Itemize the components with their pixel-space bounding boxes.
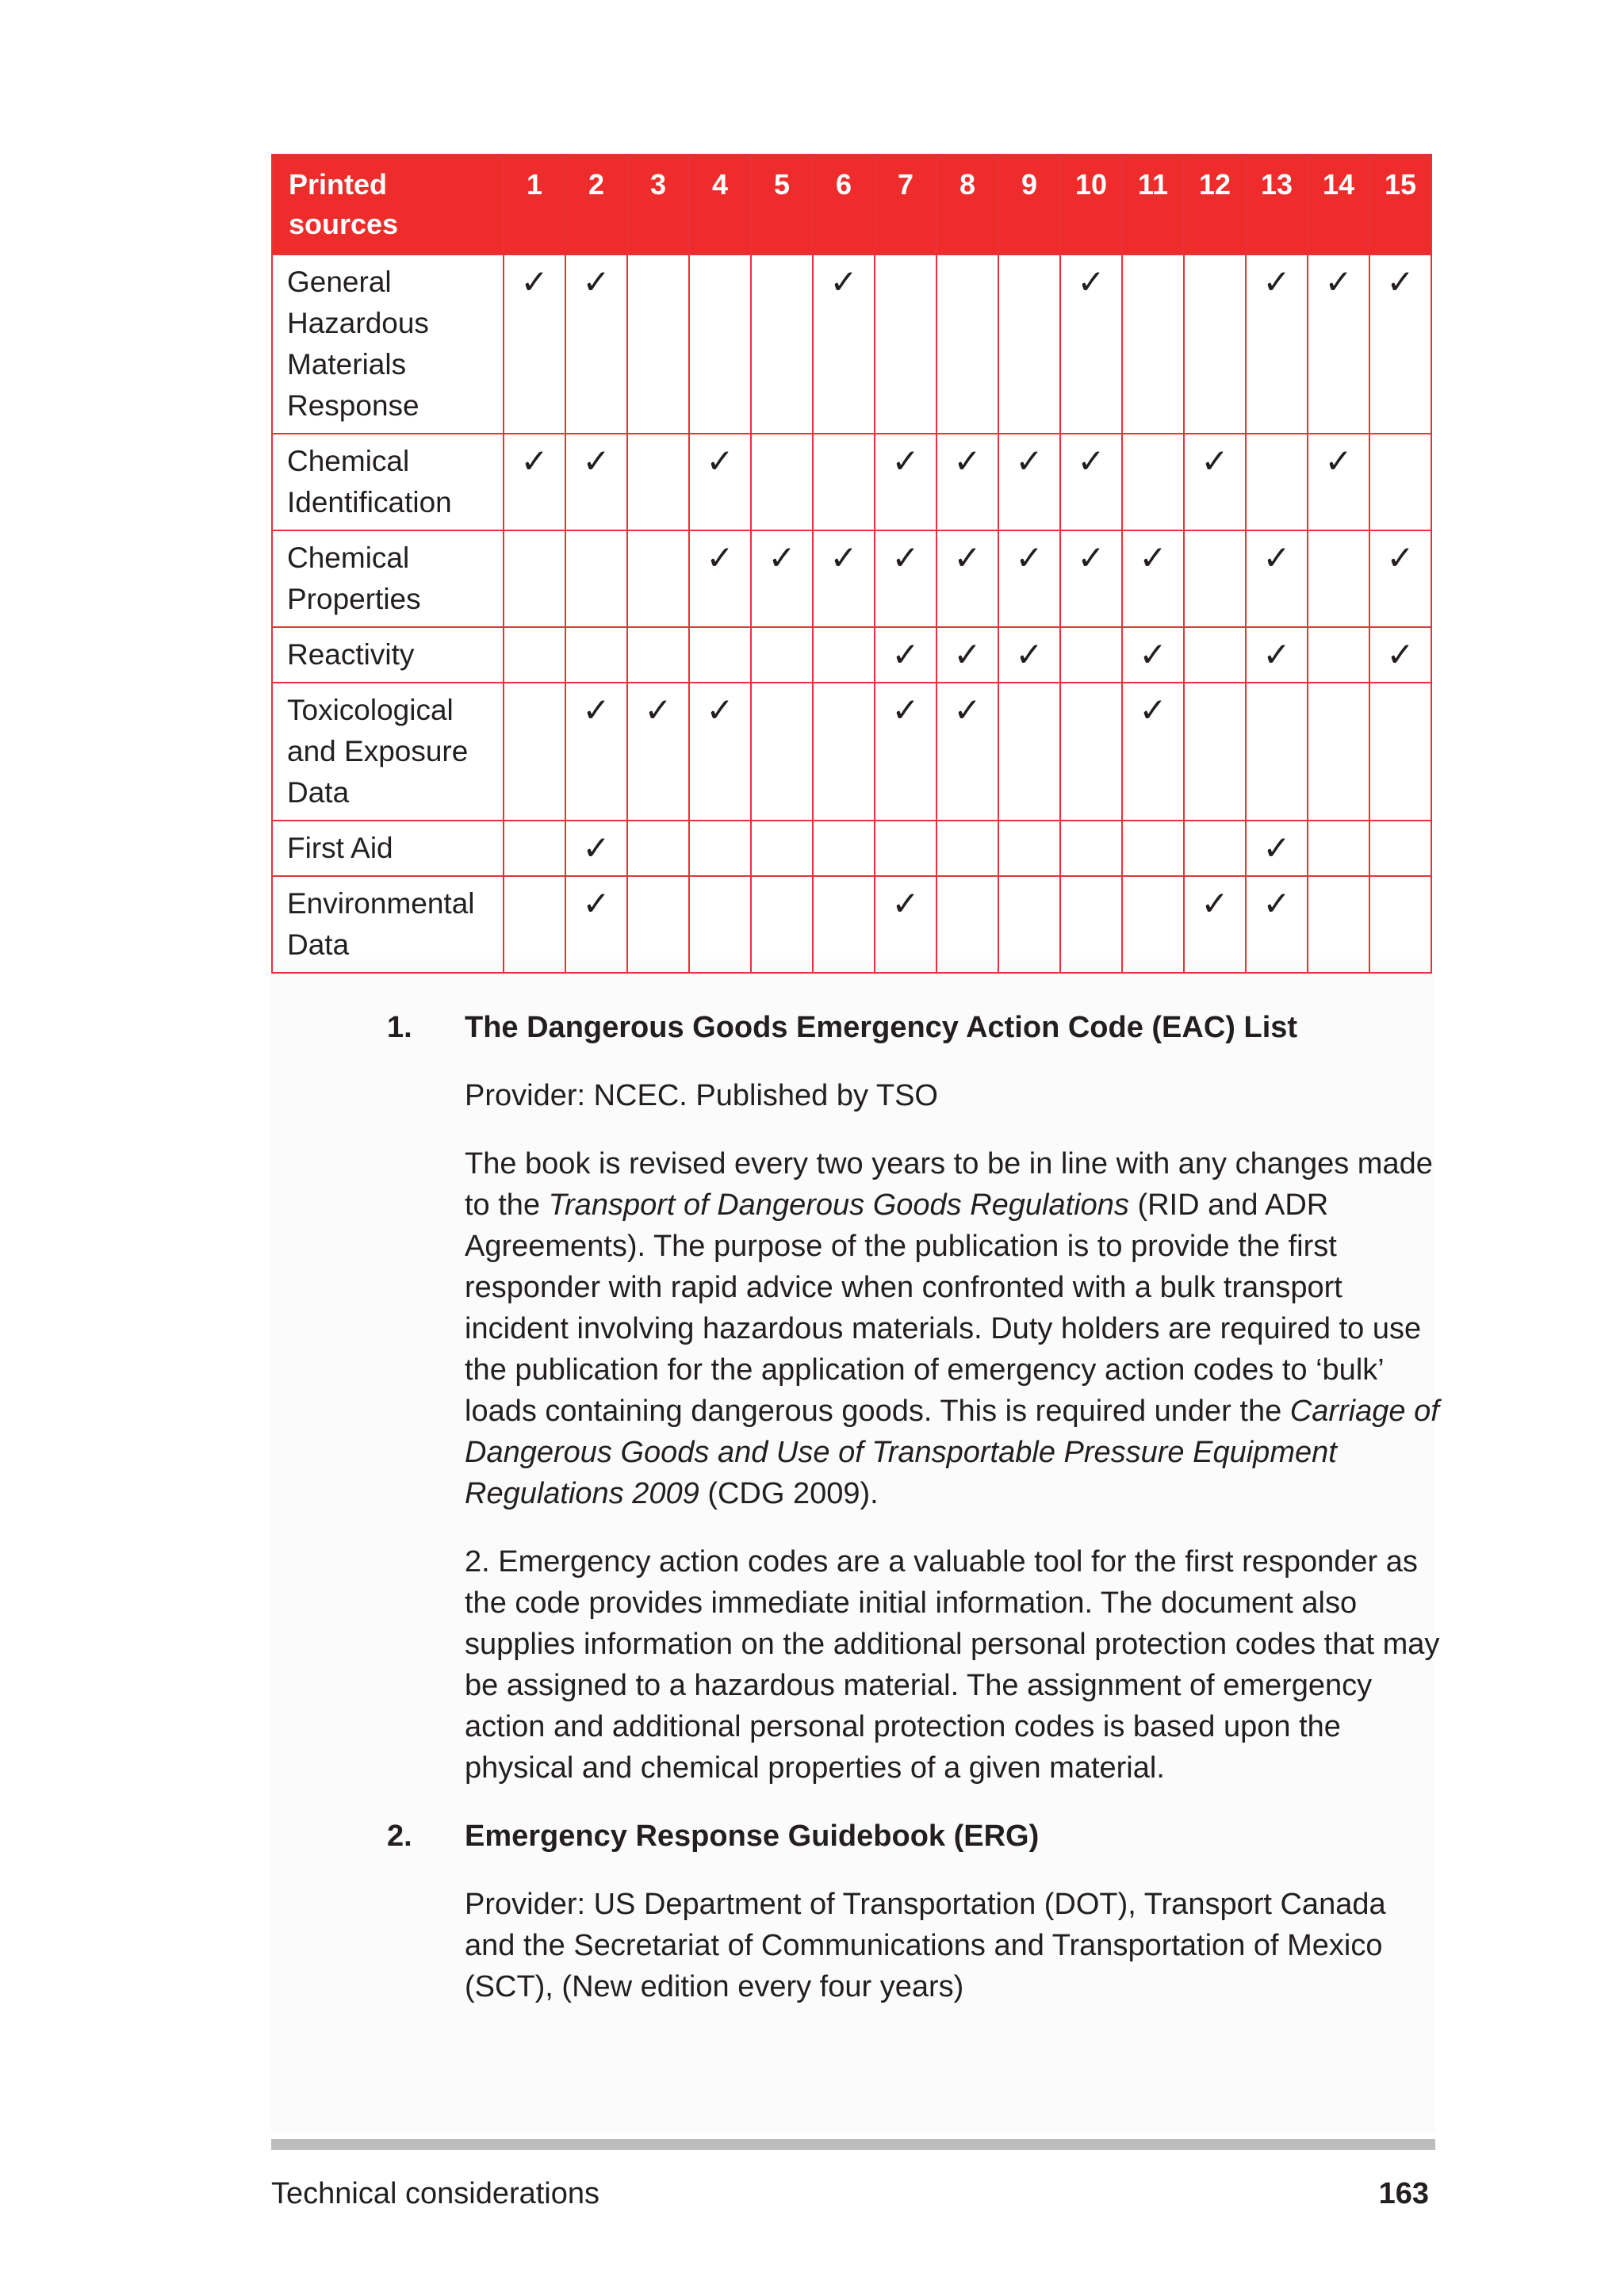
table-row — [272, 683, 1431, 821]
check-mark: ✓ — [875, 876, 936, 973]
item-description: The book is revised every two years to be in line with any changes made to the Transport of Dangerous Goods Regulations (RID and ADR Agreements). The purpose of the publication is to provide the first responder with rapid advice when confronted with a bulk transport incident involving hazardous materials. Duty holders are required to use the publication for the application of emergency action codes to ‘bulk’ loads containing dangerous goods. This is required under the Carriage of Dangerous Goods and Use of Transportable Pressure Equipment Regulations 2009 (CDG 2009). — [465, 1147, 1439, 1510]
check-mark: ✓ — [627, 683, 689, 821]
empty-cell — [998, 254, 1060, 434]
header-col-4: 4 — [689, 155, 751, 254]
empty-cell — [1369, 434, 1431, 530]
check-mark: ✓ — [1246, 254, 1308, 434]
empty-cell — [751, 434, 813, 530]
header-col-7: 7 — [875, 155, 936, 254]
empty-cell — [936, 821, 998, 876]
header-printed-sources: Printed sources — [272, 155, 504, 254]
row-label: Environmental Data — [272, 876, 504, 973]
empty-cell — [813, 821, 875, 876]
check-mark: ✓ — [1246, 876, 1308, 973]
check-mark: ✓ — [936, 434, 998, 530]
list-item-eac — [381, 1007, 1443, 1789]
table-row — [272, 876, 1431, 973]
table-row — [272, 821, 1431, 876]
empty-cell — [998, 821, 1060, 876]
check-mark: ✓ — [1246, 627, 1308, 683]
empty-cell — [1369, 876, 1431, 973]
empty-cell — [1060, 627, 1122, 683]
check-mark: ✓ — [1246, 821, 1308, 876]
empty-cell — [504, 530, 565, 627]
header-col-14: 14 — [1308, 155, 1369, 254]
check-mark: ✓ — [1060, 254, 1122, 434]
empty-cell — [627, 254, 689, 434]
item-provider: Provider: NCEC. Published by TSO — [465, 1079, 938, 1112]
check-mark: ✓ — [1184, 434, 1246, 530]
empty-cell — [1184, 821, 1246, 876]
row-label: First Aid — [272, 821, 504, 876]
empty-cell — [689, 876, 751, 973]
check-mark: ✓ — [565, 434, 627, 530]
empty-cell — [504, 683, 565, 821]
check-mark: ✓ — [1369, 254, 1431, 434]
check-mark: ✓ — [936, 683, 998, 821]
item-provider: Provider: US Department of Transportation (DOT), Transport Canada and the Secretariat of Communications and Transportation of Mexico (SCT), (New edition every four years) — [465, 1888, 1386, 2003]
check-mark: ✓ — [1122, 530, 1184, 627]
empty-cell — [936, 876, 998, 973]
row-label: Toxicological and Exposure Data — [272, 683, 504, 821]
empty-cell — [1122, 821, 1184, 876]
table-row — [272, 254, 1431, 434]
empty-cell — [504, 876, 565, 973]
check-mark: ✓ — [565, 254, 627, 434]
check-mark: ✓ — [565, 876, 627, 973]
empty-cell — [751, 627, 813, 683]
check-mark: ✓ — [751, 530, 813, 627]
check-mark: ✓ — [1369, 530, 1431, 627]
table-row — [272, 627, 1431, 683]
row-label: General Hazardous Materials Response — [272, 254, 504, 434]
table-body — [272, 254, 1431, 973]
empty-cell — [565, 530, 627, 627]
header-col-8: 8 — [936, 155, 998, 254]
empty-cell — [627, 434, 689, 530]
check-mark: ✓ — [689, 434, 751, 530]
empty-cell — [689, 627, 751, 683]
table-row — [272, 530, 1431, 627]
check-mark: ✓ — [998, 434, 1060, 530]
check-mark: ✓ — [1184, 876, 1246, 973]
empty-cell — [813, 434, 875, 530]
check-mark: ✓ — [1060, 530, 1122, 627]
empty-cell — [1246, 434, 1308, 530]
empty-cell — [627, 876, 689, 973]
check-mark: ✓ — [813, 254, 875, 434]
empty-cell — [1308, 683, 1369, 821]
header-col-2: 2 — [565, 155, 627, 254]
check-mark: ✓ — [689, 683, 751, 821]
empty-cell — [1369, 683, 1431, 821]
row-label: Chemical Properties — [272, 530, 504, 627]
empty-cell — [627, 821, 689, 876]
check-mark: ✓ — [875, 530, 936, 627]
header-col-10: 10 — [1060, 155, 1122, 254]
empty-cell — [1184, 683, 1246, 821]
row-label: Reactivity — [272, 627, 504, 683]
empty-cell — [1308, 821, 1369, 876]
empty-cell — [1122, 434, 1184, 530]
list-item-erg — [381, 1816, 1443, 2007]
empty-cell — [751, 876, 813, 973]
empty-cell — [1122, 876, 1184, 973]
item-number: 1. — [387, 1011, 412, 1044]
check-mark: ✓ — [1122, 683, 1184, 821]
header-col-15: 15 — [1369, 155, 1431, 254]
empty-cell — [998, 683, 1060, 821]
empty-cell — [627, 627, 689, 683]
empty-cell — [813, 876, 875, 973]
empty-cell — [813, 627, 875, 683]
empty-cell — [1308, 876, 1369, 973]
header-col-1: 1 — [504, 155, 565, 254]
check-mark: ✓ — [1308, 434, 1369, 530]
check-mark: ✓ — [875, 434, 936, 530]
empty-cell — [875, 254, 936, 434]
check-mark: ✓ — [1060, 434, 1122, 530]
check-mark: ✓ — [1308, 254, 1369, 434]
header-col-11: 11 — [1122, 155, 1184, 254]
check-mark: ✓ — [1369, 627, 1431, 683]
page-number: 163 — [1378, 2177, 1429, 2210]
header-col-9: 9 — [998, 155, 1060, 254]
printed-sources-table — [271, 154, 1432, 974]
empty-cell — [1184, 627, 1246, 683]
empty-cell — [689, 821, 751, 876]
empty-cell — [751, 683, 813, 821]
empty-cell — [751, 821, 813, 876]
check-mark: ✓ — [875, 627, 936, 683]
table-row — [272, 434, 1431, 530]
check-mark: ✓ — [813, 530, 875, 627]
check-mark: ✓ — [875, 683, 936, 821]
empty-cell — [1184, 254, 1246, 434]
empty-cell — [751, 254, 813, 434]
footer-rule — [271, 2139, 1435, 2150]
empty-cell — [1308, 627, 1369, 683]
empty-cell — [1308, 530, 1369, 627]
empty-cell — [1060, 821, 1122, 876]
empty-cell — [1060, 876, 1122, 973]
check-mark: ✓ — [565, 821, 627, 876]
item-title: Emergency Response Guidebook (ERG) — [465, 1820, 1040, 1853]
item-number: 2. — [387, 1820, 412, 1853]
empty-cell — [875, 821, 936, 876]
empty-cell — [1246, 683, 1308, 821]
check-mark: ✓ — [565, 683, 627, 821]
item-title: The Dangerous Goods Emergency Action Code (EAC) List — [465, 1011, 1298, 1044]
check-mark: ✓ — [1122, 627, 1184, 683]
footer-section-title: Technical considerations — [271, 2177, 600, 2210]
empty-cell — [998, 876, 1060, 973]
check-mark: ✓ — [504, 254, 565, 434]
empty-cell — [1369, 821, 1431, 876]
empty-cell — [813, 683, 875, 821]
empty-cell — [565, 627, 627, 683]
check-mark: ✓ — [1246, 530, 1308, 627]
header-col-6: 6 — [813, 155, 875, 254]
header-col-13: 13 — [1246, 155, 1308, 254]
check-mark: ✓ — [998, 627, 1060, 683]
table-header-row — [272, 155, 1431, 254]
check-mark: ✓ — [998, 530, 1060, 627]
empty-cell — [936, 254, 998, 434]
header-col-12: 12 — [1184, 155, 1246, 254]
empty-cell — [689, 254, 751, 434]
row-label: Chemical Identification — [272, 434, 504, 530]
check-mark: ✓ — [936, 627, 998, 683]
empty-cell — [504, 821, 565, 876]
header-col-5: 5 — [751, 155, 813, 254]
sources-list — [381, 1007, 1443, 2034]
empty-cell — [627, 530, 689, 627]
check-mark: ✓ — [936, 530, 998, 627]
header-col-3: 3 — [627, 155, 689, 254]
check-mark: ✓ — [504, 434, 565, 530]
empty-cell — [1122, 254, 1184, 434]
empty-cell — [1060, 683, 1122, 821]
check-mark: ✓ — [689, 530, 751, 627]
empty-cell — [1184, 530, 1246, 627]
item-description-2: 2. Emergency action codes are a valuable tool for the first responder as the code provides immediate initial information. The document also supplies information on the additional personal protection codes that may be assigned to a hazardous material. The assignment of emergency action and additional personal protection codes is based upon the physical and chemical properties of a given material. — [465, 1545, 1440, 1785]
empty-cell — [504, 627, 565, 683]
